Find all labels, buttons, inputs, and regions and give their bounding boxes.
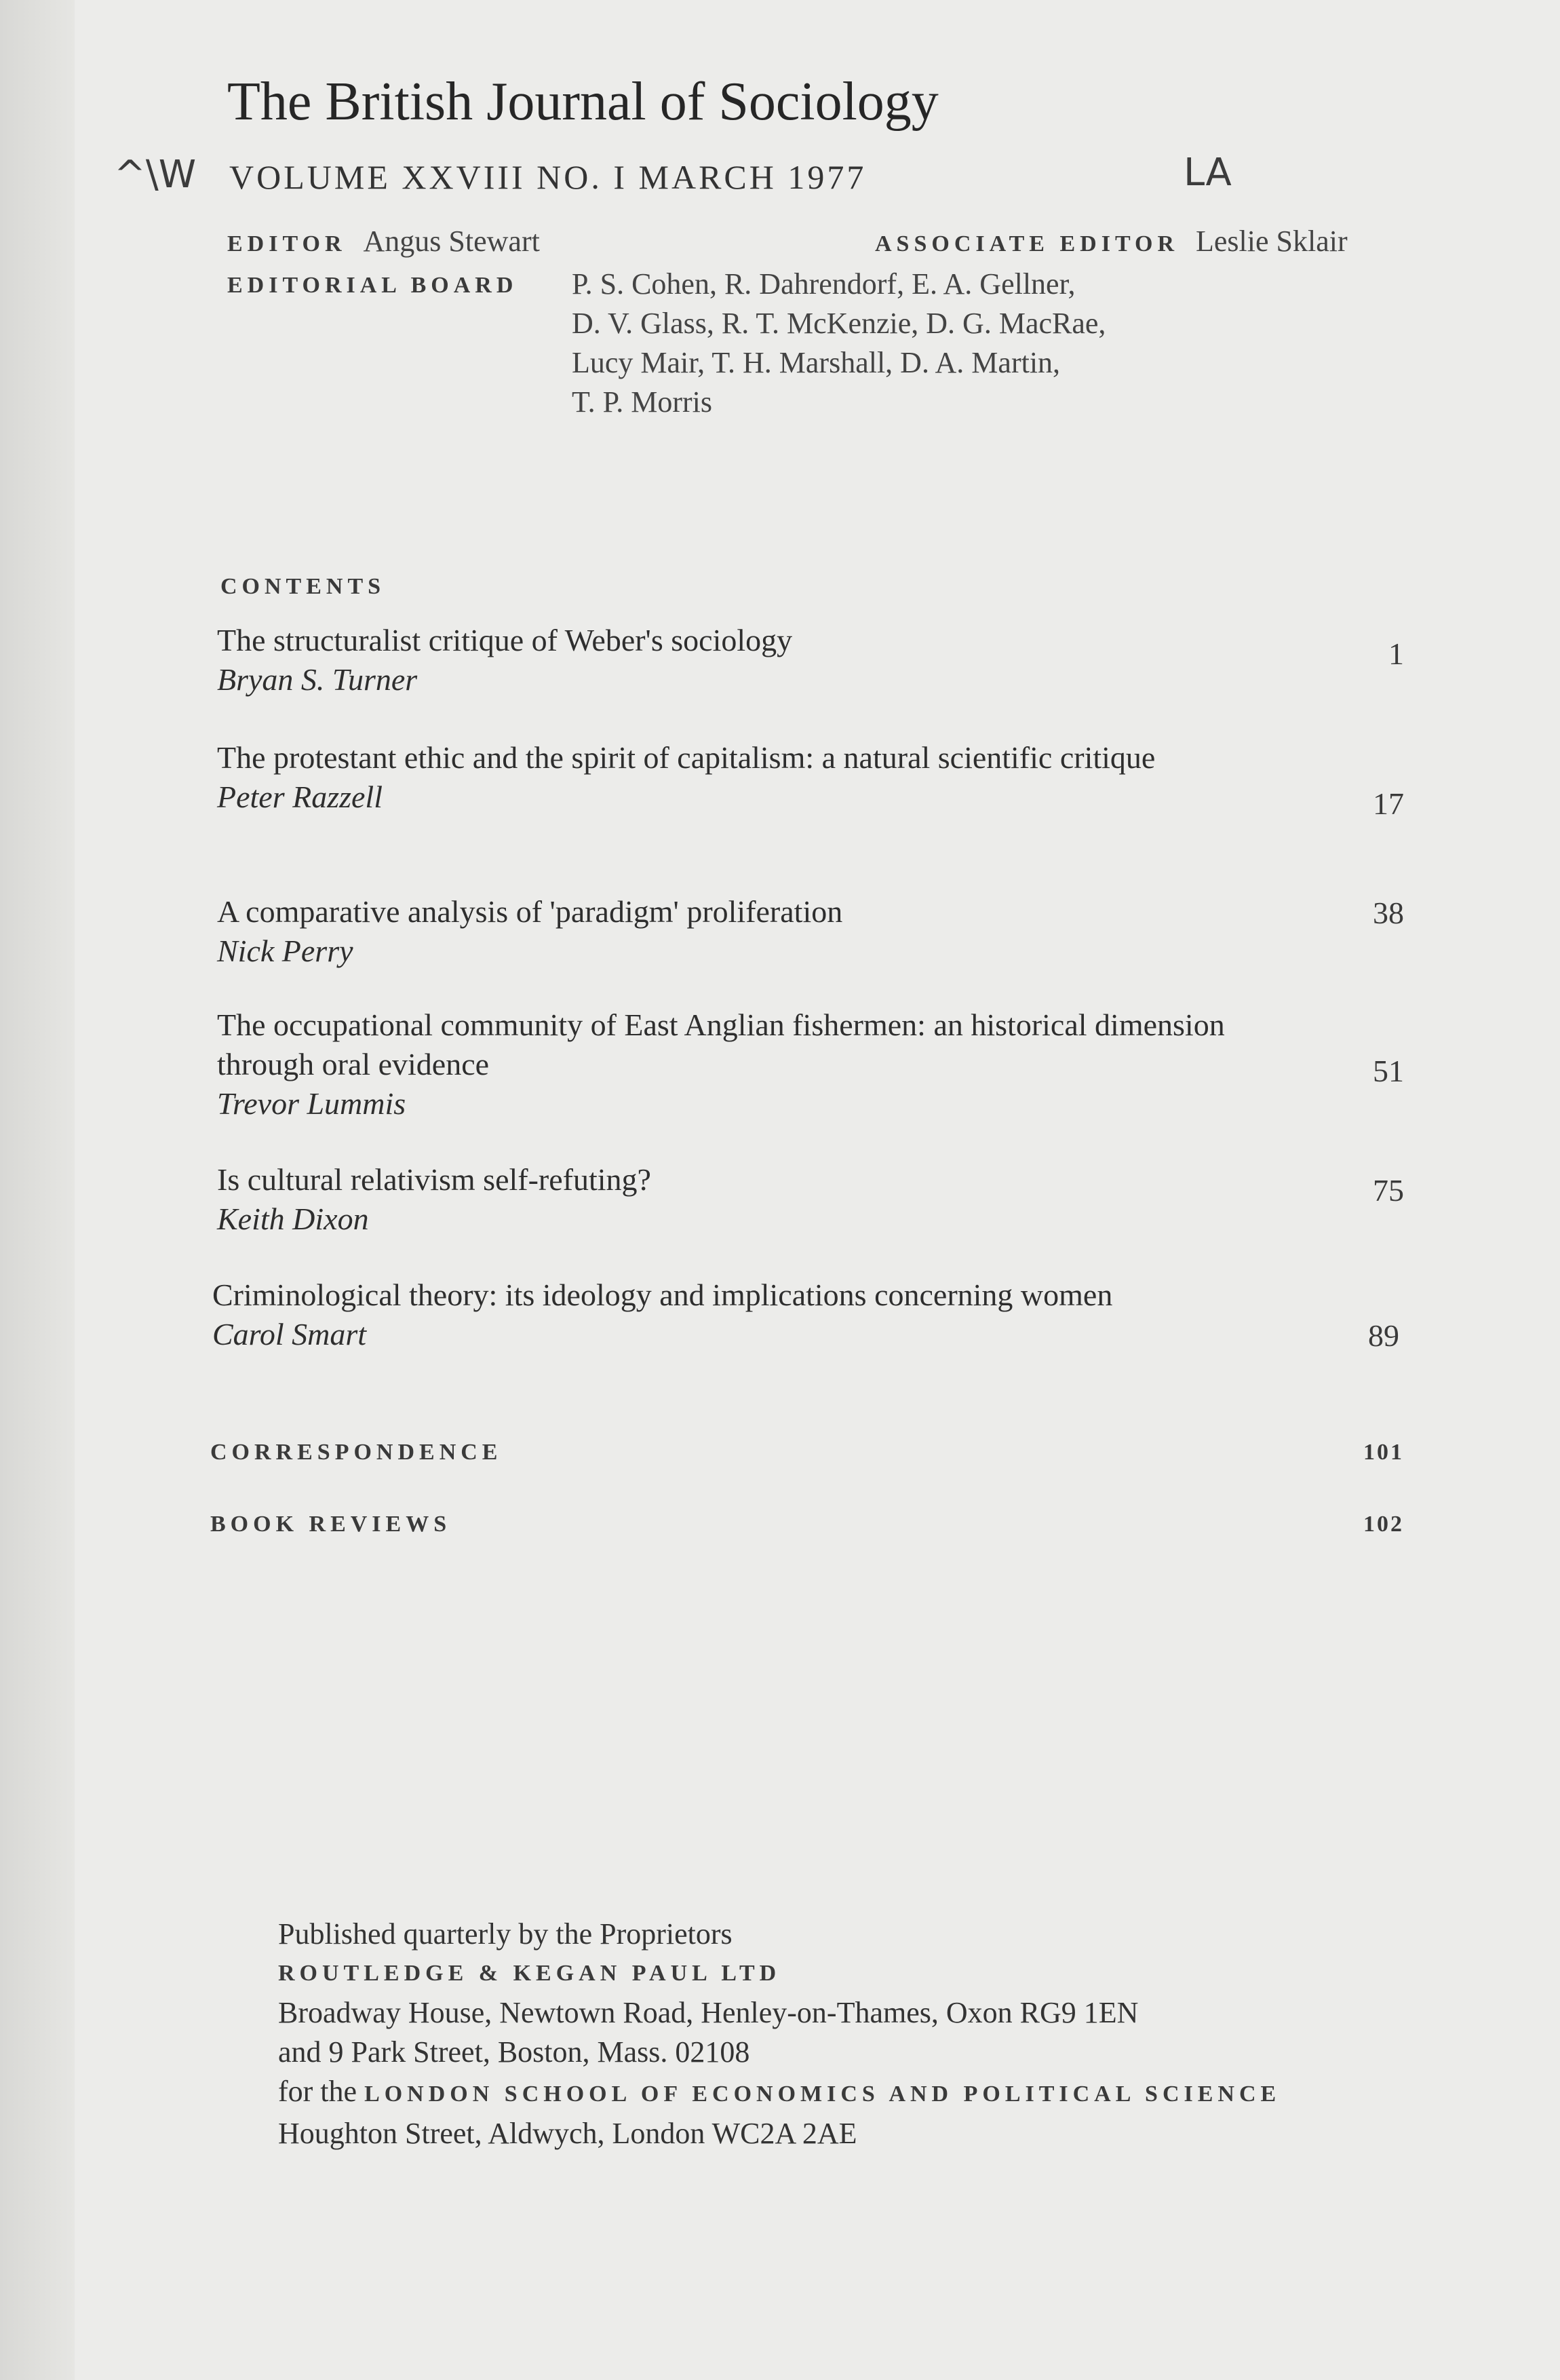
institution-address: Houghton Street, Aldwych, London WC2A 2AE bbox=[278, 2117, 857, 2150]
toc-author: Nick Perry bbox=[217, 934, 353, 968]
associate-editor-label: ASSOCIATE EDITOR bbox=[875, 231, 1179, 256]
toc-title: The occupational community of East Anglian fishermen: an historical dimension through oral evidence bbox=[217, 1007, 1225, 1081]
toc-page-number: 1 bbox=[1388, 636, 1404, 671]
toc-title: Criminological theory: its ideology and implications concerning women bbox=[212, 1278, 1113, 1312]
book-reviews-label: BOOK REVIEWS bbox=[210, 1512, 452, 1537]
toc-title: The protestant ethic and the spirit of capitalism: a natural scientific critique bbox=[217, 740, 1156, 775]
contents-heading: CONTENTS bbox=[220, 574, 386, 599]
toc-page-number: 89 bbox=[1368, 1318, 1399, 1353]
book-reviews-page: 102 bbox=[1363, 1512, 1404, 1537]
handwritten-mark-left: ^\W bbox=[114, 153, 197, 197]
toc-item bbox=[217, 1005, 1404, 1124]
publisher-address: Broadway House, Newtown Road, Henley-on-Thames, Oxon RG9 1EN bbox=[278, 1996, 1139, 2029]
editor-name: Angus Stewart bbox=[363, 225, 540, 258]
toc-author: Trevor Lummis bbox=[217, 1086, 406, 1121]
toc-item bbox=[212, 1275, 1399, 1354]
editorial-board-names bbox=[572, 265, 1106, 422]
toc-item bbox=[217, 621, 1404, 699]
editorial-board-label: EDITORIAL BOARD bbox=[227, 273, 518, 298]
publisher-line: Published quarterly by the Proprietors bbox=[278, 1917, 733, 1951]
binding-gutter bbox=[0, 0, 75, 2380]
editor-label: EDITOR bbox=[227, 231, 347, 256]
toc-author: Peter Razzell bbox=[217, 780, 383, 814]
board-line: Lucy Mair, T. H. Marshall, D. A. Martin, bbox=[572, 346, 1061, 379]
publisher-for-line bbox=[278, 2072, 1281, 2114]
toc-item bbox=[217, 1160, 1404, 1239]
toc-author: Bryan S. Turner bbox=[217, 662, 418, 697]
toc-item bbox=[217, 892, 1404, 971]
toc-page-number: 51 bbox=[1373, 1054, 1404, 1088]
toc-item bbox=[217, 738, 1404, 821]
handwritten-mark-right: LA bbox=[1184, 151, 1232, 195]
board-line: D. V. Glass, R. T. McKenzie, D. G. MacRae, bbox=[572, 307, 1106, 340]
publisher-name: ROUTLEDGE & KEGAN PAUL LTD bbox=[278, 1961, 781, 1986]
journal-title: The British Journal of Sociology bbox=[227, 72, 939, 132]
publisher-for-prefix: for the bbox=[278, 2075, 357, 2108]
editor-line bbox=[227, 224, 540, 258]
volume-line: VOLUME XXVIII NO. I MARCH 1977 bbox=[229, 158, 867, 196]
correspondence-entry bbox=[210, 1440, 1404, 1465]
toc-page-number: 75 bbox=[1373, 1173, 1404, 1208]
book-reviews-entry bbox=[210, 1512, 1404, 1537]
toc-title: Is cultural relativism self-refuting? bbox=[217, 1162, 651, 1197]
associate-editor-name: Leslie Sklair bbox=[1196, 225, 1348, 258]
correspondence-page: 101 bbox=[1363, 1440, 1404, 1465]
toc-title: The structuralist critique of Weber's sociology bbox=[217, 623, 793, 657]
toc-page-number: 17 bbox=[1373, 786, 1404, 821]
publisher-address-us: and 9 Park Street, Boston, Mass. 02108 bbox=[278, 2035, 750, 2069]
toc-page-number: 38 bbox=[1373, 896, 1404, 930]
toc-author: Keith Dixon bbox=[217, 1202, 369, 1236]
correspondence-label: CORRESPONDENCE bbox=[210, 1440, 503, 1465]
toc-title: A comparative analysis of 'paradigm' proliferation bbox=[217, 894, 843, 929]
associate-editor-line bbox=[875, 224, 1348, 258]
publisher-institution: LONDON SCHOOL OF ECONOMICS AND POLITICAL SCIENCE bbox=[364, 2081, 1281, 2107]
board-line: P. S. Cohen, R. Dahrendorf, E. A. Gellner, bbox=[572, 267, 1076, 301]
toc-author: Carol Smart bbox=[212, 1317, 367, 1351]
publisher-block bbox=[278, 1915, 1281, 2153]
board-line: T. P. Morris bbox=[572, 385, 712, 419]
